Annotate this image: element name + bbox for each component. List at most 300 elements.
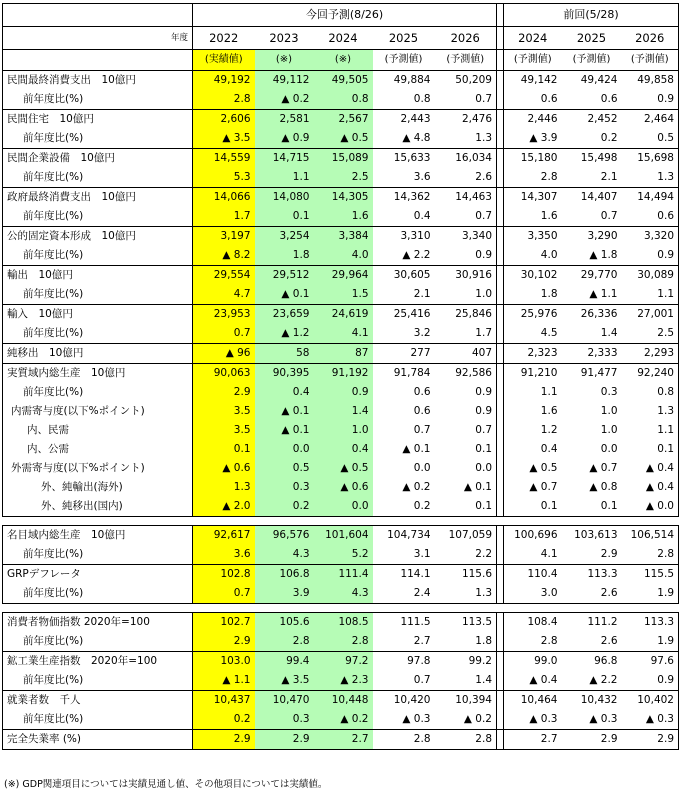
table-row bbox=[3, 421, 679, 440]
table-row bbox=[3, 459, 679, 478]
column-gap bbox=[497, 4, 504, 27]
value-cell: 10,437 bbox=[193, 691, 255, 711]
row-label: 輸入 10億円 bbox=[3, 305, 193, 325]
value-cell: 106.8 bbox=[255, 565, 314, 585]
value-cell: 113.5 bbox=[435, 613, 497, 633]
value-cell: 111.5 bbox=[373, 613, 435, 633]
table-row bbox=[3, 613, 679, 633]
value-cell: 0.4 bbox=[540, 443, 558, 455]
value-cell: ▲ 1.2 bbox=[255, 324, 314, 344]
value-cell: ▲ 2.2 bbox=[589, 674, 618, 686]
value-cell: ▲ 2.2 bbox=[402, 249, 431, 261]
column-gap bbox=[497, 613, 504, 633]
value-cell: 10,394 bbox=[435, 691, 497, 711]
value-cell: 0.2 bbox=[600, 132, 618, 144]
section-gap bbox=[3, 517, 679, 526]
value-cell: 0.9 bbox=[622, 90, 679, 110]
value-cell: 2.8 bbox=[314, 632, 373, 652]
row-label: 輸出 10億円 bbox=[3, 266, 193, 286]
value-cell: 102.8 bbox=[193, 565, 255, 585]
value-cell: 0.8 bbox=[622, 383, 679, 402]
value-cell: ▲ 8.2 bbox=[193, 246, 255, 266]
table-row bbox=[3, 584, 679, 604]
value-cell: 0.1 bbox=[435, 497, 497, 517]
value-cell: 97.6 bbox=[622, 652, 679, 672]
value-cell: 0.6 bbox=[540, 93, 558, 105]
table-row bbox=[3, 671, 679, 691]
value-cell: 10,448 bbox=[314, 691, 373, 711]
status-header: (予測値) bbox=[562, 50, 622, 71]
value-cell: ▲ 0.3 bbox=[402, 713, 431, 725]
value-cell: 0.7 bbox=[193, 584, 255, 604]
section-gap bbox=[3, 604, 679, 613]
table-row bbox=[3, 71, 679, 91]
value-cell: 108.4 bbox=[504, 613, 562, 633]
value-cell: 2.4 bbox=[373, 584, 435, 604]
value-cell: 1.3 bbox=[622, 402, 679, 421]
value-cell: ▲ 4.8 bbox=[402, 132, 431, 144]
column-gap bbox=[497, 671, 504, 691]
gap-cell bbox=[3, 604, 679, 613]
row-label: 前年度比(%) bbox=[3, 584, 193, 604]
table-row bbox=[3, 565, 679, 585]
row-label: 政府最終消費支出 10億円 bbox=[3, 188, 193, 208]
table-row bbox=[3, 402, 679, 421]
value-cell: 1.4 bbox=[314, 402, 373, 421]
column-gap bbox=[497, 421, 504, 440]
value-cell: 4.1 bbox=[540, 548, 558, 560]
value-cell: 103.0 bbox=[193, 652, 255, 672]
value-cell: 0.4 bbox=[255, 383, 314, 402]
value-cell: 1.3 bbox=[193, 478, 255, 497]
value-cell: 113.3 bbox=[622, 613, 679, 633]
value-cell: 2,293 bbox=[622, 344, 679, 364]
table-row bbox=[3, 246, 679, 266]
value-cell: 14,559 bbox=[193, 149, 255, 169]
value-cell: 1.8 bbox=[435, 632, 497, 652]
value-cell: ▲ 0.3 bbox=[622, 710, 679, 730]
value-cell: 14,715 bbox=[255, 149, 314, 169]
value-cell: 1.4 bbox=[435, 671, 497, 691]
value-cell: 0.9 bbox=[622, 246, 679, 266]
value-cell: 49,112 bbox=[255, 71, 314, 91]
column-gap bbox=[497, 364, 504, 384]
table-row bbox=[3, 710, 679, 730]
value-cell: 1.5 bbox=[314, 285, 373, 305]
value-cell: 2,443 bbox=[373, 110, 435, 130]
value-cell: 23,659 bbox=[255, 305, 314, 325]
table-row bbox=[3, 168, 679, 188]
value-cell: 3,290 bbox=[562, 227, 622, 247]
value-cell: 0.9 bbox=[435, 246, 497, 266]
value-cell: ▲ 0.3 bbox=[529, 713, 558, 725]
column-gap bbox=[497, 632, 504, 652]
value-cell: 1.6 bbox=[540, 210, 558, 222]
value-cell: ▲ 1.8 bbox=[589, 249, 618, 261]
table-row bbox=[3, 440, 679, 459]
table-row bbox=[3, 383, 679, 402]
table-row bbox=[3, 324, 679, 344]
year-header: 2026 bbox=[435, 27, 497, 50]
column-gap bbox=[497, 27, 504, 50]
year-header: 2023 bbox=[255, 27, 314, 50]
current-forecast-title: 今回予測(8/26) bbox=[193, 4, 497, 27]
column-gap bbox=[497, 149, 504, 169]
year-header: 2022 bbox=[193, 27, 255, 50]
value-cell: ▲ 0.4 bbox=[622, 459, 679, 478]
value-cell: 101,604 bbox=[314, 526, 373, 546]
column-gap bbox=[497, 459, 504, 478]
value-cell: 114.1 bbox=[373, 565, 435, 585]
value-cell: 1.9 bbox=[622, 584, 679, 604]
value-cell: 2.9 bbox=[600, 548, 618, 560]
value-cell: 3,340 bbox=[435, 227, 497, 247]
value-cell: 0.6 bbox=[413, 405, 431, 417]
footnote: (※) GDP関連項目については実績見通し値、その他項目については実績値。 bbox=[4, 779, 328, 790]
status-header: (予測値) bbox=[504, 50, 562, 71]
value-cell: 1.6 bbox=[540, 405, 558, 417]
value-cell: 2.8 bbox=[255, 632, 314, 652]
value-cell: ▲ 0.7 bbox=[529, 481, 558, 493]
value-cell: 99.4 bbox=[255, 652, 314, 672]
year-label: 年度 bbox=[3, 27, 193, 50]
value-cell: ▲ 2.3 bbox=[314, 671, 373, 691]
row-label: 前年度比(%) bbox=[3, 285, 193, 305]
value-cell: 2.9 bbox=[255, 730, 314, 750]
value-cell: 0.5 bbox=[255, 459, 314, 478]
value-cell: 108.5 bbox=[314, 613, 373, 633]
value-cell: ▲ 0.9 bbox=[255, 129, 314, 149]
value-cell: 0.0 bbox=[435, 459, 497, 478]
value-cell: 2.8 bbox=[540, 635, 558, 647]
value-cell: 30,916 bbox=[435, 266, 497, 286]
value-cell: ▲ 1.1 bbox=[589, 288, 618, 300]
value-cell: 2,606 bbox=[193, 110, 255, 130]
value-cell: 2.7 bbox=[504, 730, 562, 750]
row-label: 完全失業率 (%) bbox=[3, 730, 193, 750]
row-label: 純移出 10億円 bbox=[3, 344, 193, 364]
table-row bbox=[3, 129, 679, 149]
table-row bbox=[3, 207, 679, 227]
value-cell: 2,476 bbox=[435, 110, 497, 130]
value-cell: ▲ 3.5 bbox=[255, 671, 314, 691]
value-cell: 30,089 bbox=[622, 266, 679, 286]
year-header: 2026 bbox=[622, 27, 679, 50]
value-cell: 2.9 bbox=[193, 383, 255, 402]
value-cell: 2,323 bbox=[504, 344, 562, 364]
value-cell: 2,446 bbox=[504, 110, 562, 130]
value-cell: 1.0 bbox=[314, 421, 373, 440]
row-label: 公的固定資本形成 10億円 bbox=[3, 227, 193, 247]
value-cell: 0.6 bbox=[622, 207, 679, 227]
value-cell: 2.8 bbox=[435, 730, 497, 750]
value-cell: 110.4 bbox=[504, 565, 562, 585]
value-cell: 30,605 bbox=[373, 266, 435, 286]
value-cell: ▲ 1.1 bbox=[193, 671, 255, 691]
value-cell: 1.2 bbox=[540, 424, 558, 436]
row-label: 前年度比(%) bbox=[3, 246, 193, 266]
column-gap bbox=[497, 565, 504, 585]
value-cell: 3,350 bbox=[504, 227, 562, 247]
value-cell: ▲ 2.0 bbox=[193, 497, 255, 517]
value-cell: 0.9 bbox=[314, 383, 373, 402]
column-gap bbox=[497, 129, 504, 149]
column-gap bbox=[497, 652, 504, 672]
value-cell: 49,142 bbox=[504, 71, 562, 91]
column-gap bbox=[497, 478, 504, 497]
year-header: 2024 bbox=[504, 27, 562, 50]
row-label: 前年度比(%) bbox=[3, 632, 193, 652]
value-cell: 3.2 bbox=[413, 327, 431, 339]
row-label: 前年度比(%) bbox=[3, 90, 193, 110]
table-row bbox=[3, 90, 679, 110]
value-cell: 1.8 bbox=[540, 288, 558, 300]
value-cell: 99.0 bbox=[504, 652, 562, 672]
value-cell: 25,846 bbox=[435, 305, 497, 325]
value-cell: 0.9 bbox=[622, 671, 679, 691]
table-row bbox=[3, 227, 679, 247]
header-corner bbox=[3, 4, 193, 27]
value-cell: 0.7 bbox=[435, 207, 497, 227]
column-gap bbox=[497, 266, 504, 286]
value-cell: 1.1 bbox=[622, 421, 679, 440]
table-row bbox=[3, 285, 679, 305]
row-label: 前年度比(%) bbox=[3, 324, 193, 344]
table-row bbox=[3, 497, 679, 517]
value-cell: 3.9 bbox=[255, 584, 314, 604]
value-cell: 2.5 bbox=[622, 324, 679, 344]
value-cell: 49,424 bbox=[562, 71, 622, 91]
value-cell: 15,698 bbox=[622, 149, 679, 169]
value-cell: 3.5 bbox=[193, 421, 255, 440]
value-cell: 2.7 bbox=[413, 635, 431, 647]
value-cell: 90,063 bbox=[193, 364, 255, 384]
year-header: 2024 bbox=[314, 27, 373, 50]
value-cell: 0.9 bbox=[435, 383, 497, 402]
value-cell: 111.2 bbox=[562, 613, 622, 633]
value-cell: 2.8 bbox=[622, 545, 679, 565]
value-cell: ▲ 0.4 bbox=[622, 478, 679, 497]
value-cell: 10,470 bbox=[255, 691, 314, 711]
value-cell: 3,384 bbox=[314, 227, 373, 247]
table-row bbox=[3, 526, 679, 546]
value-cell: 49,858 bbox=[622, 71, 679, 91]
value-cell: 1.7 bbox=[193, 207, 255, 227]
status-header: (予測値) bbox=[622, 50, 679, 71]
value-cell: 49,505 bbox=[314, 71, 373, 91]
value-cell: 27,001 bbox=[622, 305, 679, 325]
value-cell: 0.0 bbox=[600, 443, 618, 455]
column-gap bbox=[497, 440, 504, 459]
value-cell: 4.0 bbox=[314, 246, 373, 266]
row-label: 前年度比(%) bbox=[3, 710, 193, 730]
value-cell: ▲ 0.2 bbox=[255, 90, 314, 110]
value-cell: 2.5 bbox=[314, 168, 373, 188]
value-cell: 3,320 bbox=[622, 227, 679, 247]
value-cell: 26,336 bbox=[562, 305, 622, 325]
value-cell: 14,305 bbox=[314, 188, 373, 208]
value-cell: 58 bbox=[255, 344, 314, 364]
value-cell: 1.6 bbox=[314, 207, 373, 227]
column-gap bbox=[497, 402, 504, 421]
value-cell: 0.7 bbox=[600, 210, 618, 222]
value-cell: 104,734 bbox=[373, 526, 435, 546]
value-cell: ▲ 0.1 bbox=[402, 443, 431, 455]
value-cell: 100,696 bbox=[504, 526, 562, 546]
column-gap bbox=[497, 545, 504, 565]
value-cell: 15,089 bbox=[314, 149, 373, 169]
value-cell: 97.2 bbox=[314, 652, 373, 672]
value-cell: 5.3 bbox=[193, 168, 255, 188]
value-cell: 5.2 bbox=[314, 545, 373, 565]
value-cell: 29,770 bbox=[562, 266, 622, 286]
value-cell: 29,512 bbox=[255, 266, 314, 286]
table-row bbox=[3, 730, 679, 750]
value-cell: 2.2 bbox=[435, 545, 497, 565]
value-cell: 1.0 bbox=[600, 405, 618, 417]
table-row bbox=[3, 691, 679, 711]
column-gap bbox=[497, 584, 504, 604]
table-row bbox=[3, 149, 679, 169]
table-row bbox=[3, 188, 679, 208]
value-cell: 0.3 bbox=[255, 710, 314, 730]
value-cell: ▲ 0.1 bbox=[255, 421, 314, 440]
row-label: 外需寄与度(以下%ポイント) bbox=[3, 459, 193, 478]
value-cell: ▲ 0.3 bbox=[589, 713, 618, 725]
value-cell: 3,197 bbox=[193, 227, 255, 247]
value-cell: ▲ 0.4 bbox=[529, 674, 558, 686]
value-cell: 91,210 bbox=[504, 364, 562, 384]
value-cell: 0.0 bbox=[255, 440, 314, 459]
value-cell: ▲ 0.1 bbox=[435, 478, 497, 497]
value-cell: ▲ 0.5 bbox=[314, 459, 373, 478]
value-cell: 92,617 bbox=[193, 526, 255, 546]
value-cell: 97.8 bbox=[373, 652, 435, 672]
table-row bbox=[3, 478, 679, 497]
column-gap bbox=[497, 227, 504, 247]
row-label: 民間最終消費支出 10億円 bbox=[3, 71, 193, 91]
column-gap bbox=[497, 110, 504, 130]
value-cell: 115.5 bbox=[622, 565, 679, 585]
value-cell: 14,080 bbox=[255, 188, 314, 208]
value-cell: 0.1 bbox=[255, 207, 314, 227]
value-cell: 0.7 bbox=[435, 90, 497, 110]
value-cell: 0.2 bbox=[193, 710, 255, 730]
value-cell: 0.2 bbox=[255, 497, 314, 517]
value-cell: 2.9 bbox=[622, 730, 679, 750]
value-cell: 2.6 bbox=[600, 635, 618, 647]
value-cell: 0.1 bbox=[562, 497, 622, 517]
value-cell: 1.1 bbox=[255, 168, 314, 188]
value-cell: 96,576 bbox=[255, 526, 314, 546]
status-header: (※) bbox=[314, 50, 373, 71]
value-cell: 90,395 bbox=[255, 364, 314, 384]
row-label: 鉱工業生産指数 2020年=100 bbox=[3, 652, 193, 672]
value-cell: 91,784 bbox=[373, 364, 435, 384]
value-cell: 1.9 bbox=[622, 632, 679, 652]
value-cell: 2.1 bbox=[413, 288, 431, 300]
value-cell: 2,452 bbox=[562, 110, 622, 130]
value-cell: ▲ 0.1 bbox=[255, 402, 314, 421]
value-cell: 0.6 bbox=[413, 386, 431, 398]
row-label: 前年度比(%) bbox=[3, 671, 193, 691]
value-cell: ▲ 0.6 bbox=[314, 478, 373, 497]
value-cell: 4.5 bbox=[540, 327, 558, 339]
value-cell: 0.6 bbox=[600, 93, 618, 105]
value-cell: 2.9 bbox=[562, 730, 622, 750]
value-cell: 107,059 bbox=[435, 526, 497, 546]
status-header: (予測値) bbox=[373, 50, 435, 71]
table-row bbox=[3, 364, 679, 384]
value-cell: 24,619 bbox=[314, 305, 373, 325]
table-row bbox=[3, 305, 679, 325]
value-cell: 0.4 bbox=[413, 210, 431, 222]
row-label: 前年度比(%) bbox=[3, 545, 193, 565]
row-label: 前年度比(%) bbox=[3, 207, 193, 227]
value-cell: 14,463 bbox=[435, 188, 497, 208]
value-cell: 3.6 bbox=[413, 171, 431, 183]
value-cell: 14,307 bbox=[504, 188, 562, 208]
value-cell: 25,976 bbox=[504, 305, 562, 325]
table-row bbox=[3, 266, 679, 286]
value-cell: 92,240 bbox=[622, 364, 679, 384]
column-gap bbox=[497, 50, 504, 71]
table-row bbox=[3, 652, 679, 672]
value-cell: 92,586 bbox=[435, 364, 497, 384]
value-cell: 96.8 bbox=[562, 652, 622, 672]
column-gap bbox=[497, 207, 504, 227]
value-cell: 2,464 bbox=[622, 110, 679, 130]
status-label bbox=[3, 50, 193, 71]
value-cell: 407 bbox=[435, 344, 497, 364]
value-cell: 103,613 bbox=[562, 526, 622, 546]
column-gap bbox=[497, 344, 504, 364]
value-cell: 29,554 bbox=[193, 266, 255, 286]
value-cell: 0.1 bbox=[622, 440, 679, 459]
value-cell: 4.3 bbox=[255, 545, 314, 565]
previous-forecast-title: 前回(5/28) bbox=[504, 4, 679, 27]
value-cell: 102.7 bbox=[193, 613, 255, 633]
value-cell: 0.9 bbox=[435, 402, 497, 421]
value-cell: 2.9 bbox=[193, 730, 255, 750]
value-cell: 0.7 bbox=[435, 421, 497, 440]
row-label: 前年度比(%) bbox=[3, 168, 193, 188]
value-cell: 2.8 bbox=[373, 730, 435, 750]
forecast-table bbox=[2, 3, 679, 750]
value-cell: 10,402 bbox=[622, 691, 679, 711]
value-cell: 2.6 bbox=[435, 168, 497, 188]
value-cell: 2.1 bbox=[600, 171, 618, 183]
value-cell: 0.7 bbox=[413, 674, 431, 686]
row-label: 内、民需 bbox=[3, 421, 193, 440]
row-label: 民間住宅 10億円 bbox=[3, 110, 193, 130]
value-cell: 111.4 bbox=[314, 565, 373, 585]
value-cell: 1.1 bbox=[622, 285, 679, 305]
value-cell: ▲ 0.0 bbox=[622, 497, 679, 517]
value-cell: 0.7 bbox=[413, 424, 431, 436]
value-cell: 14,407 bbox=[562, 188, 622, 208]
value-cell: 1.0 bbox=[435, 285, 497, 305]
status-header: (※) bbox=[255, 50, 314, 71]
column-gap bbox=[497, 383, 504, 402]
row-label: 民間企業設備 10億円 bbox=[3, 149, 193, 169]
row-label: 名目域内総生産 10億円 bbox=[3, 526, 193, 546]
value-cell: 91,192 bbox=[314, 364, 373, 384]
value-cell: 2.7 bbox=[314, 730, 373, 750]
value-cell: 1.0 bbox=[600, 424, 618, 436]
value-cell: 99.2 bbox=[435, 652, 497, 672]
value-cell: 277 bbox=[373, 344, 435, 364]
